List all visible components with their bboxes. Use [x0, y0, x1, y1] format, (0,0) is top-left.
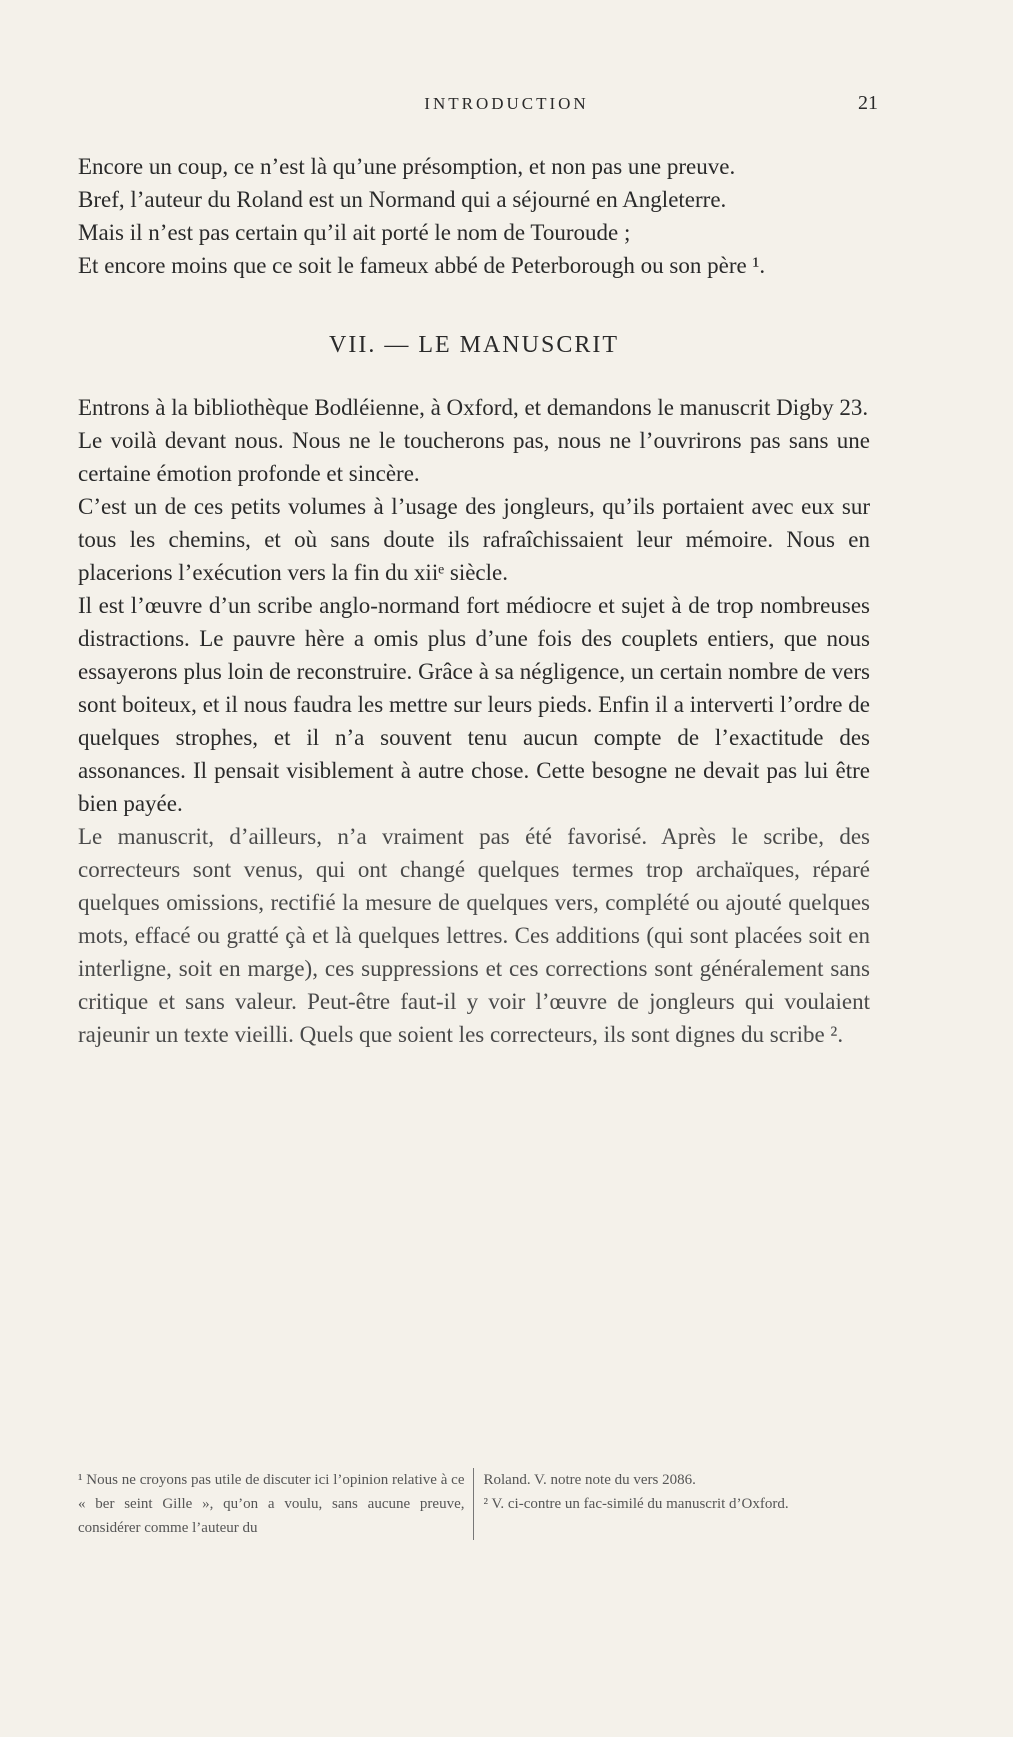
- paragraph: Le voilà devant nous. Nous ne le toucherons pas, nous ne l’ouvrirons pas sans une certaine émotion profonde et sincère.: [78, 428, 870, 486]
- paragraph: Mais il n’est pas certain qu’il ait porté le nom de Touroude ;: [78, 220, 631, 245]
- paragraph: Entrons à la bibliothèque Bodléienne, à Oxford, et demandons le manuscrit Digby 23.: [78, 395, 869, 420]
- paragraph: Bref, l’auteur du Roland est un Normand qui a séjourné en Angleterre.: [78, 187, 727, 212]
- footnote-column-left: [78, 1468, 474, 1540]
- section-heading: VII. — LE MANUSCRIT: [329, 332, 619, 358]
- page-number: 21: [858, 92, 878, 114]
- footnote-1-continued: Roland. V. notre note du vers 2086.: [483, 1472, 696, 1488]
- paragraph: C’est un de ces petits volumes à l’usage des jongleurs, qu’ils portaient avec eux sur tous les chemins, et où sans doute ils rafraîchissaient leur mémoire. Nous en placerions l’exécution vers la fin du xiiᵉ siècle.: [78, 494, 870, 585]
- paragraph: Le manuscrit, d’ailleurs, n’a vraiment pas été favorisé. Après le scribe, des correcteurs sont venus, qui ont changé quelques termes trop archaïques, réparé quelques omissions, rectifié la mesure de quelques vers, complété ou ajouté quelques mots, effacé ou gratté çà et là quelques lettres. Ces additions (qui sont placées soit en interligne, soit en marge), ces suppressions et ces corrections sont généralement sans critique et sans valeur. Peut-être faut-il y voir l’œuvre de jongleurs qui voulaient rajeunir un texte vieilli. Quels que soient les correcteurs, ils sont dignes du scribe ².: [78, 824, 870, 1047]
- running-title: INTRODUCTION: [424, 94, 589, 113]
- footnote-2: ² V. ci-contre un fac-similé du manuscrit d’Oxford.: [483, 1496, 789, 1512]
- paragraph: Il est l’œuvre d’un scribe anglo-normand fort médiocre et sujet à de trop nombreuses distractions. Le pauvre hère a omis plus d’une fois des couplets entiers, que nous essayerons plus loin de reconstruire. Grâce à sa négligence, un certain nombre de vers sont boiteux, et il nous faudra les mettre sur leurs pieds. Enfin il a interverti l’ordre de quelques strophes, et il n’a souvent tenu aucun compte de l’exactitude des assonances. Il pensait visiblement à autre chose. Cette besogne ne devait pas lui être bien payée.: [78, 593, 870, 816]
- paragraph: Et encore moins que ce soit le fameux abbé de Peterborough ou son père ¹.: [78, 253, 766, 278]
- footnotes: [78, 1468, 870, 1540]
- running-head: [0, 90, 1013, 120]
- paragraph: Encore un coup, ce n’est là qu’une présomption, et non pas une preuve.: [78, 154, 736, 179]
- body-text: [78, 150, 870, 1051]
- footnote-1: ¹ Nous ne croyons pas utile de discuter ici l’opinion relative à ce « ber seint Gille », qu’on a voulu, sans aucune preuve, considérer comme l’auteur du: [78, 1472, 465, 1536]
- footnote-column-right: [474, 1468, 871, 1540]
